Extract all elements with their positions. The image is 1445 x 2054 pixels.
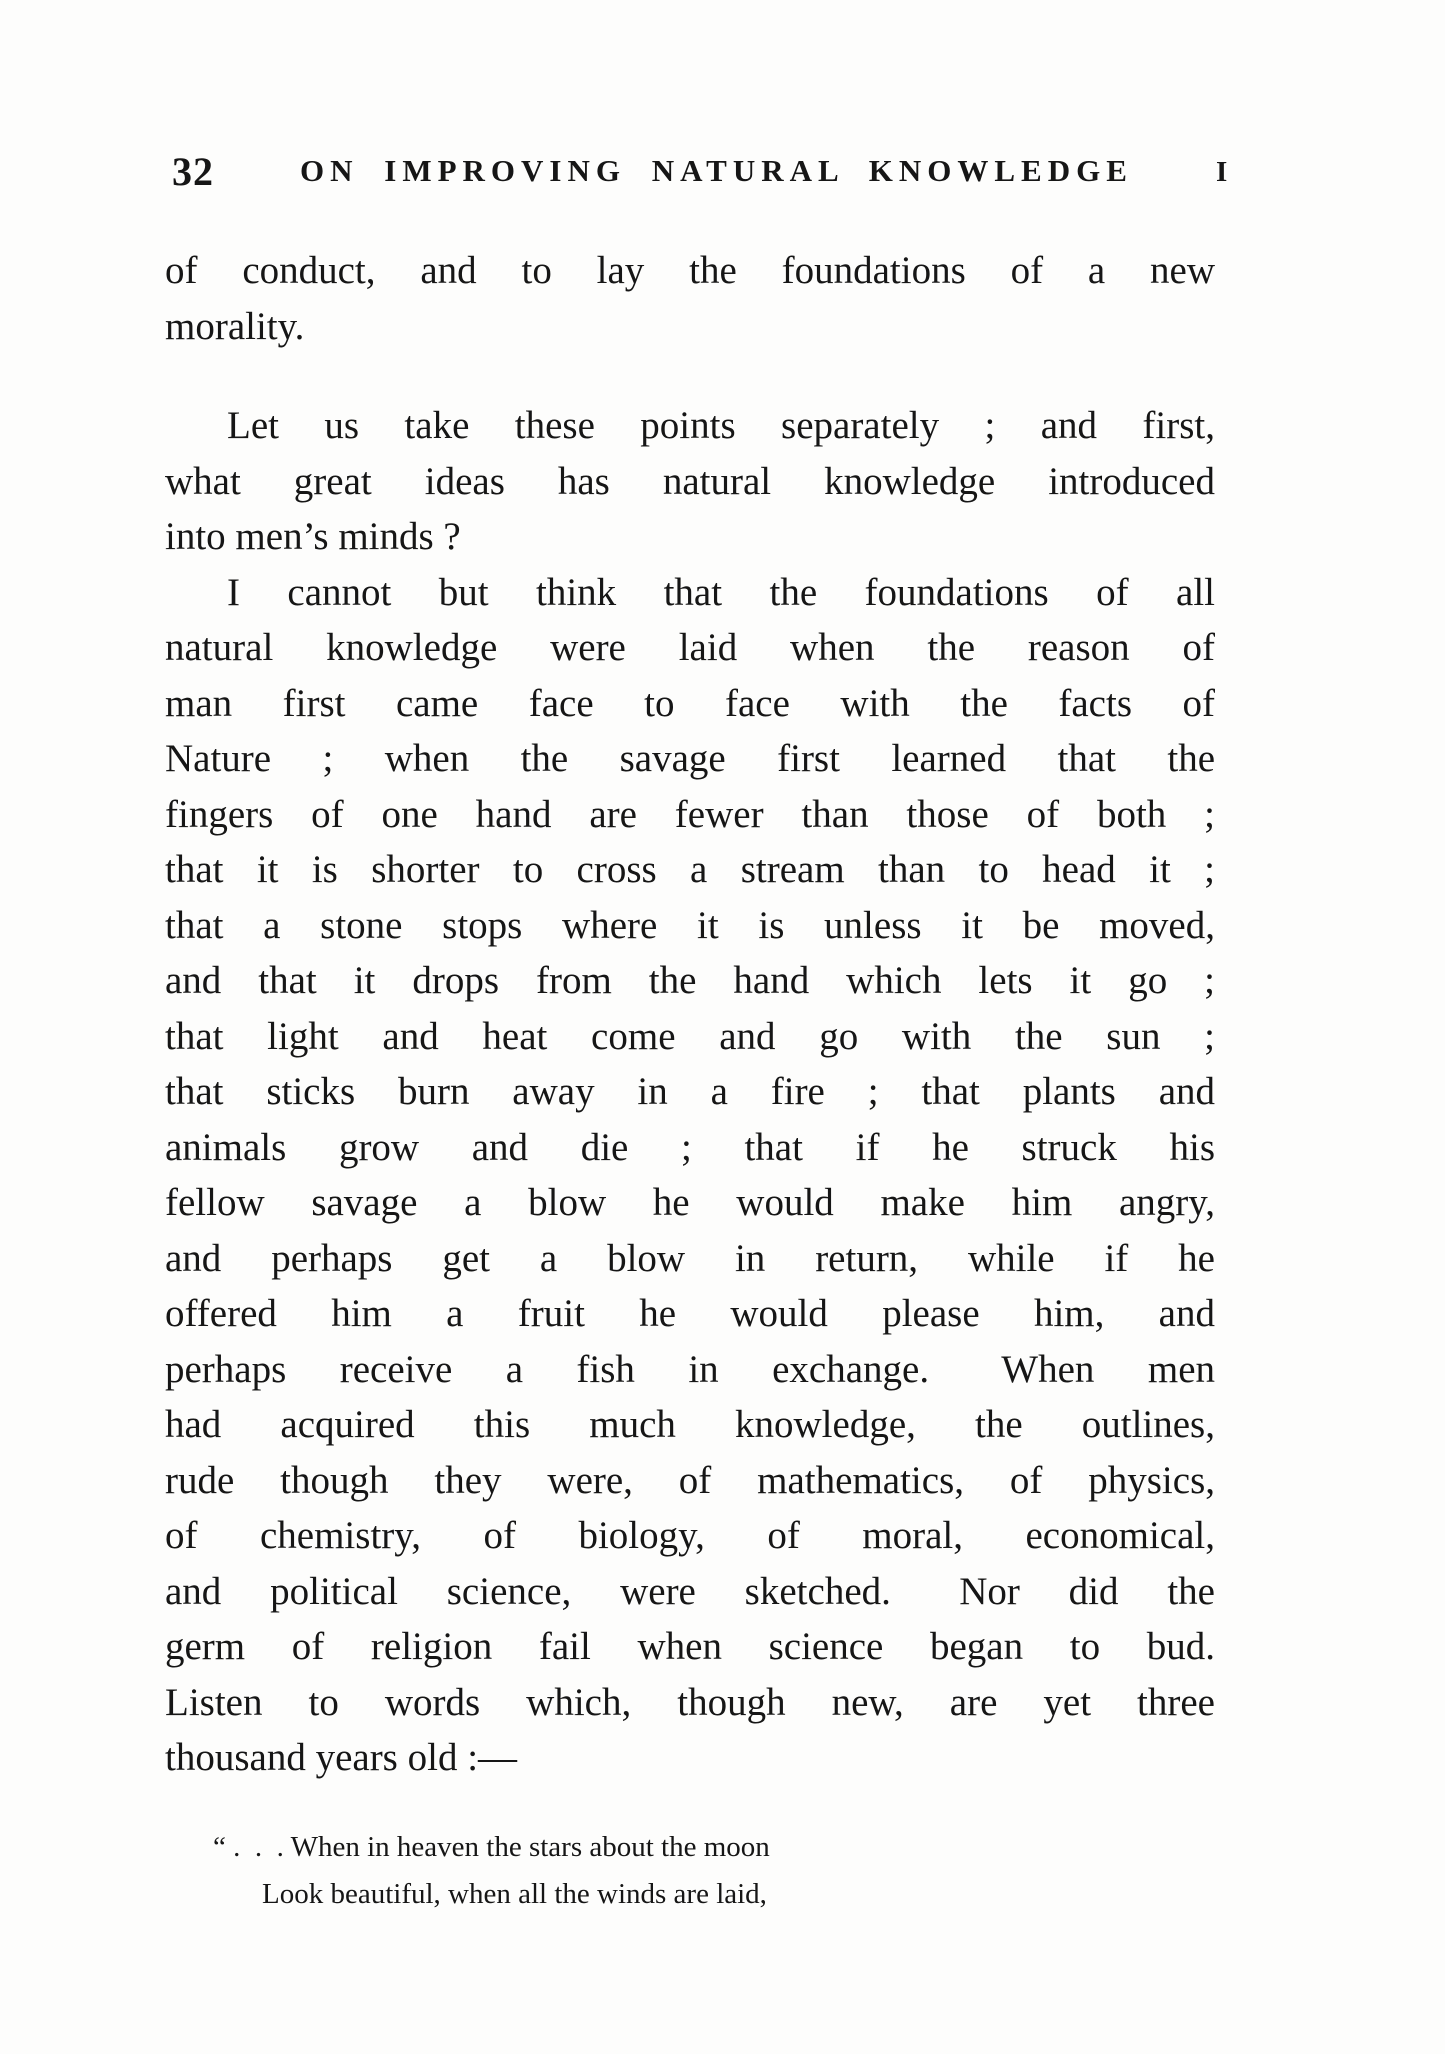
section-numeral: I bbox=[1216, 156, 1228, 188]
body-line: into men’s minds ? bbox=[165, 515, 461, 558]
body-line: that light and heat come and go with the sun ; bbox=[165, 1014, 1215, 1058]
body-line: that a stone stops where it is unless it be moved, bbox=[165, 903, 1215, 947]
body-line: offered him a fruit he would please him, and bbox=[165, 1292, 1215, 1335]
body-line: I cannot but think that the foundations of all bbox=[227, 570, 1215, 614]
body-line: germ of religion fail when science began to bud. bbox=[165, 1625, 1215, 1668]
body-line: rude though they were, of mathematics, of physics, bbox=[165, 1458, 1215, 1502]
paragraph bbox=[165, 243, 1215, 354]
body-line: Nature ; when the savage first learned that the bbox=[165, 737, 1215, 780]
verse-line: Look beautiful, when all the winds are laid, bbox=[262, 1878, 767, 1910]
body-line: had acquired this much knowledge, the outlines, bbox=[165, 1403, 1215, 1446]
page-header bbox=[0, 148, 1445, 198]
body-line: natural knowledge were laid when the reason of bbox=[165, 626, 1215, 669]
paragraph bbox=[165, 398, 1215, 565]
body-line: thousand years old :— bbox=[165, 1736, 518, 1779]
body-line: and that it drops from the hand which lets it go ; bbox=[165, 959, 1215, 1002]
verse-line: “ . . . When in heaven the stars about the moon bbox=[213, 1831, 770, 1863]
body-line: fingers of one hand are fewer than those of both ; bbox=[165, 792, 1215, 836]
paragraph bbox=[165, 565, 1215, 1786]
page-number: 32 bbox=[172, 149, 214, 194]
body-line: that it is shorter to cross a stream than to head it ; bbox=[165, 848, 1215, 891]
body-line: and political science, were sketched. Nor did the bbox=[165, 1569, 1215, 1613]
running-title: ON IMPROVING NATURAL KNOWLEDGE bbox=[300, 153, 1133, 188]
body-line: of chemistry, of biology, of moral, economical, bbox=[165, 1514, 1215, 1557]
body-line: man first came face to face with the facts of bbox=[165, 681, 1215, 725]
body-line: what great ideas has natural knowledge introduced bbox=[165, 459, 1215, 503]
body-line: that sticks burn away in a fire ; that plants and bbox=[165, 1070, 1215, 1113]
body-line: of conduct, and to lay the foundations of a new bbox=[165, 249, 1215, 292]
verse-quote bbox=[165, 1824, 1215, 1918]
body-line: animals grow and die ; that if he struck his bbox=[165, 1125, 1215, 1169]
body-line: Listen to words which, though new, are yet three bbox=[165, 1680, 1215, 1724]
body-text bbox=[165, 243, 1215, 1786]
body-line: morality. bbox=[165, 304, 305, 348]
body-line: fellow savage a blow he would make him angry, bbox=[165, 1181, 1215, 1224]
body-line: perhaps receive a fish in exchange. When men bbox=[165, 1347, 1215, 1391]
body-line: Let us take these points separately ; and first, bbox=[227, 404, 1215, 447]
body-line: and perhaps get a blow in return, while if he bbox=[165, 1236, 1215, 1280]
